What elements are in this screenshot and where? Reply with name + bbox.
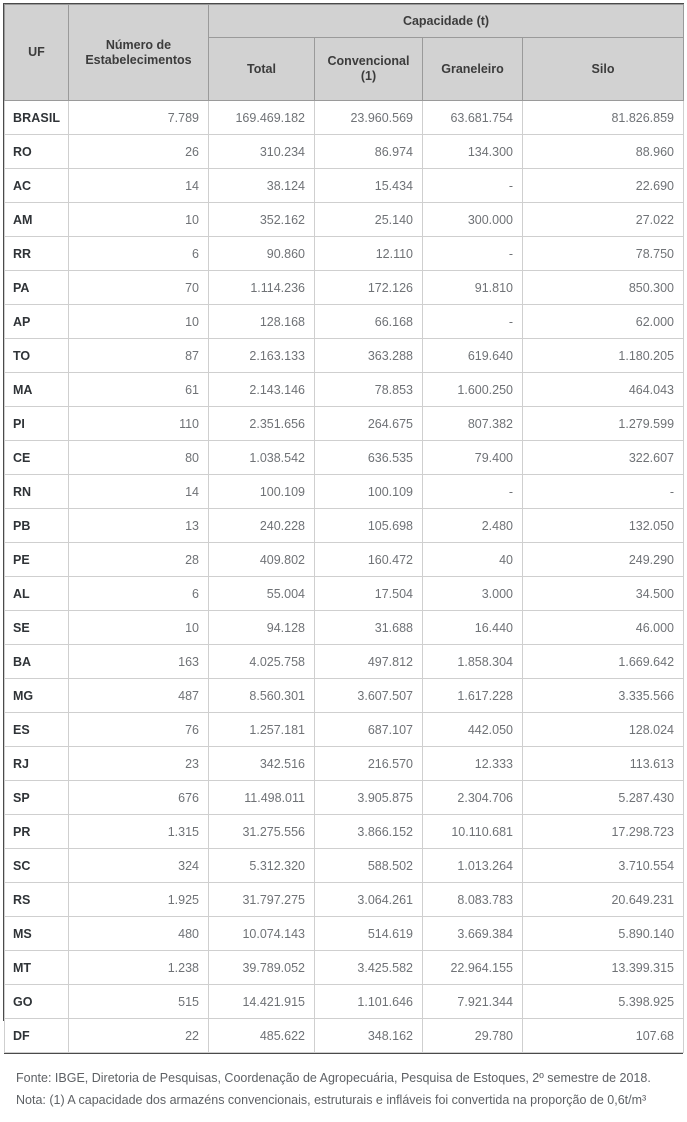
cell-graneleiro: 91.810 [423,271,523,305]
cell-graneleiro: 79.400 [423,441,523,475]
cell-uf: BA [5,645,69,679]
cell-convencional: 636.535 [315,441,423,475]
cell-silo: 5.287.430 [523,781,684,815]
cell-total: 94.128 [209,611,315,645]
cell-convencional: 363.288 [315,339,423,373]
cell-silo: 1.180.205 [523,339,684,373]
capacity-table [4,4,684,1053]
cell-silo: 17.298.723 [523,815,684,849]
cell-graneleiro: 63.681.754 [423,101,523,135]
cell-convencional: 100.109 [315,475,423,509]
cell-graneleiro: 2.304.706 [423,781,523,815]
cell-estabelecimentos: 487 [69,679,209,713]
table-row[interactable] [5,237,684,271]
cell-uf: SP [5,781,69,815]
cell-convencional: 348.162 [315,1019,423,1053]
column-header-silo[interactable]: Silo [523,38,684,101]
note-fonte: Fonte: IBGE, Diretoria de Pesquisas, Coordenação de Agropecuária, Pesquisa de Estoques, 2º semestre de 2018. [16,1071,651,1085]
cell-total: 352.162 [209,203,315,237]
table-row[interactable] [5,373,684,407]
cell-estabelecimentos: 22 [69,1019,209,1053]
cell-silo: 464.043 [523,373,684,407]
cell-silo: 132.050 [523,509,684,543]
cell-silo: - [523,475,684,509]
cell-silo: 107.68 [523,1019,684,1053]
column-header-graneleiro[interactable]: Graneleiro [423,38,523,101]
cell-total: 2.163.133 [209,339,315,373]
cell-graneleiro: 12.333 [423,747,523,781]
cell-estabelecimentos: 10 [69,611,209,645]
table-row[interactable] [5,645,684,679]
table-row[interactable] [5,271,684,305]
cell-estabelecimentos: 61 [69,373,209,407]
cell-total: 31.797.275 [209,883,315,917]
cell-total: 31.275.556 [209,815,315,849]
cell-estabelecimentos: 10 [69,305,209,339]
table-row[interactable] [5,475,684,509]
cell-convencional: 3.866.152 [315,815,423,849]
cell-uf: ES [5,713,69,747]
table-row[interactable] [5,305,684,339]
table-outline [3,3,684,1108]
table-row[interactable] [5,917,684,951]
table-row[interactable] [5,781,684,815]
table-row[interactable] [5,203,684,237]
cell-total: 2.351.656 [209,407,315,441]
cell-convencional: 216.570 [315,747,423,781]
cell-silo: 88.960 [523,135,684,169]
cell-estabelecimentos: 26 [69,135,209,169]
table-row[interactable] [5,747,684,781]
cell-total: 14.421.915 [209,985,315,1019]
cell-total: 90.860 [209,237,315,271]
table-row[interactable] [5,611,684,645]
cell-convencional: 497.812 [315,645,423,679]
cell-graneleiro: 300.000 [423,203,523,237]
cell-estabelecimentos: 1.315 [69,815,209,849]
cell-uf: GO [5,985,69,1019]
cell-silo: 249.290 [523,543,684,577]
cell-convencional: 23.960.569 [315,101,423,135]
column-header-convencional-footnote: (1) [360,69,377,83]
table-row[interactable] [5,101,684,135]
table-notes [4,1053,683,1122]
table-header [5,5,684,101]
cell-convencional: 12.110 [315,237,423,271]
cell-uf: SE [5,611,69,645]
cell-graneleiro: 40 [423,543,523,577]
table-body [5,101,684,1053]
column-header-capacidade: Capacidade (t) [209,5,684,38]
cell-uf: MG [5,679,69,713]
cell-total: 1.257.181 [209,713,315,747]
cell-estabelecimentos: 515 [69,985,209,1019]
cell-convencional: 3.064.261 [315,883,423,917]
table-row[interactable] [5,713,684,747]
cell-total: 1.038.542 [209,441,315,475]
cell-uf: AP [5,305,69,339]
table-row[interactable] [5,339,684,373]
table-row[interactable] [5,815,684,849]
cell-uf: BRASIL [5,101,69,135]
cell-uf: MA [5,373,69,407]
cell-estabelecimentos: 80 [69,441,209,475]
cell-convencional: 105.698 [315,509,423,543]
cell-graneleiro: 29.780 [423,1019,523,1053]
cell-total: 240.228 [209,509,315,543]
cell-silo: 3.335.566 [523,679,684,713]
cell-uf: AC [5,169,69,203]
cell-total: 2.143.146 [209,373,315,407]
cell-silo: 850.300 [523,271,684,305]
cell-convencional: 264.675 [315,407,423,441]
table-row[interactable] [5,679,684,713]
cell-silo: 5.890.140 [523,917,684,951]
table-row[interactable] [5,883,684,917]
column-header-uf[interactable]: UF [5,5,69,101]
cell-graneleiro: 1.600.250 [423,373,523,407]
table-row[interactable] [5,135,684,169]
cell-convencional: 687.107 [315,713,423,747]
cell-graneleiro: 3.000 [423,577,523,611]
cell-silo: 22.690 [523,169,684,203]
cell-silo: 27.022 [523,203,684,237]
cell-graneleiro: 134.300 [423,135,523,169]
cell-convencional: 3.425.582 [315,951,423,985]
table-row[interactable] [5,849,684,883]
cell-estabelecimentos: 14 [69,475,209,509]
cell-uf: PA [5,271,69,305]
column-header-convencional[interactable] [315,38,423,101]
cell-uf: CE [5,441,69,475]
table-row[interactable] [5,951,684,985]
cell-estabelecimentos: 6 [69,237,209,271]
cell-estabelecimentos: 676 [69,781,209,815]
cell-estabelecimentos: 6 [69,577,209,611]
table-row[interactable] [5,1019,684,1053]
cell-silo: 1.669.642 [523,645,684,679]
cell-total: 169.469.182 [209,101,315,135]
cell-total: 1.114.236 [209,271,315,305]
cell-graneleiro: 1.858.304 [423,645,523,679]
cell-total: 10.074.143 [209,917,315,951]
cell-estabelecimentos: 13 [69,509,209,543]
cell-convencional: 588.502 [315,849,423,883]
table-row[interactable] [5,577,684,611]
cell-convencional: 86.974 [315,135,423,169]
cell-total: 100.109 [209,475,315,509]
cell-graneleiro: 442.050 [423,713,523,747]
cell-silo: 78.750 [523,237,684,271]
cell-uf: RJ [5,747,69,781]
table-row[interactable] [5,407,684,441]
cell-total: 409.802 [209,543,315,577]
cell-uf: DF [5,1019,69,1053]
cell-uf: PR [5,815,69,849]
cell-uf: PB [5,509,69,543]
cell-graneleiro: - [423,475,523,509]
cell-uf: RN [5,475,69,509]
cell-silo: 3.710.554 [523,849,684,883]
cell-estabelecimentos: 76 [69,713,209,747]
cell-graneleiro: 2.480 [423,509,523,543]
cell-graneleiro: - [423,169,523,203]
table-row[interactable] [5,543,684,577]
cell-total: 38.124 [209,169,315,203]
cell-silo: 128.024 [523,713,684,747]
column-header-convencional-label: Convencional [327,54,410,69]
cell-silo: 81.826.859 [523,101,684,135]
cell-uf: AM [5,203,69,237]
cell-silo: 1.279.599 [523,407,684,441]
cell-uf: TO [5,339,69,373]
cell-silo: 13.399.315 [523,951,684,985]
header-row-top [5,5,684,38]
cell-silo: 46.000 [523,611,684,645]
cell-graneleiro: 3.669.384 [423,917,523,951]
cell-graneleiro: - [423,237,523,271]
cell-silo: 322.607 [523,441,684,475]
column-header-total[interactable]: Total [209,38,315,101]
cell-uf: RO [5,135,69,169]
cell-estabelecimentos: 70 [69,271,209,305]
cell-estabelecimentos: 87 [69,339,209,373]
cell-estabelecimentos: 28 [69,543,209,577]
cell-convencional: 31.688 [315,611,423,645]
cell-graneleiro: 16.440 [423,611,523,645]
cell-estabelecimentos: 480 [69,917,209,951]
cell-estabelecimentos: 23 [69,747,209,781]
table-row[interactable] [5,169,684,203]
cell-convencional: 3.607.507 [315,679,423,713]
cell-graneleiro: 619.640 [423,339,523,373]
cell-graneleiro: 22.964.155 [423,951,523,985]
cell-silo: 62.000 [523,305,684,339]
cell-total: 11.498.011 [209,781,315,815]
cell-total: 55.004 [209,577,315,611]
cell-convencional: 15.434 [315,169,423,203]
cell-graneleiro: 7.921.344 [423,985,523,1019]
cell-graneleiro: 8.083.783 [423,883,523,917]
cell-convencional: 66.168 [315,305,423,339]
cell-convencional: 160.472 [315,543,423,577]
cell-uf: PE [5,543,69,577]
cell-convencional: 78.853 [315,373,423,407]
cell-uf: SC [5,849,69,883]
cell-uf: MS [5,917,69,951]
cell-estabelecimentos: 10 [69,203,209,237]
cell-estabelecimentos: 1.925 [69,883,209,917]
cell-graneleiro: 1.013.264 [423,849,523,883]
cell-total: 342.516 [209,747,315,781]
cell-graneleiro: 807.382 [423,407,523,441]
cell-graneleiro: 1.617.228 [423,679,523,713]
table-row[interactable] [5,509,684,543]
cell-convencional: 3.905.875 [315,781,423,815]
cell-estabelecimentos: 1.238 [69,951,209,985]
cell-total: 39.789.052 [209,951,315,985]
cell-estabelecimentos: 7.789 [69,101,209,135]
column-header-estabelecimentos[interactable]: Número de Estabelecimentos [69,5,209,101]
cell-graneleiro: - [423,305,523,339]
cell-convencional: 172.126 [315,271,423,305]
cell-estabelecimentos: 324 [69,849,209,883]
note-nota: Nota: (1) A capacidade dos armazéns convencionais, estruturais e infláveis foi convertida na proporção de 0,6t/m³ [16,1093,647,1108]
cell-estabelecimentos: 14 [69,169,209,203]
cell-convencional: 1.101.646 [315,985,423,1019]
cell-silo: 20.649.231 [523,883,684,917]
table-row[interactable] [5,985,684,1019]
cell-uf: RR [5,237,69,271]
cell-total: 8.560.301 [209,679,315,713]
cell-silo: 113.613 [523,747,684,781]
cell-total: 5.312.320 [209,849,315,883]
cell-silo: 34.500 [523,577,684,611]
cell-total: 4.025.758 [209,645,315,679]
cell-total: 310.234 [209,135,315,169]
cell-convencional: 17.504 [315,577,423,611]
cell-uf: RS [5,883,69,917]
cell-estabelecimentos: 110 [69,407,209,441]
cell-total: 128.168 [209,305,315,339]
cell-graneleiro: 10.110.681 [423,815,523,849]
cell-total: 485.622 [209,1019,315,1053]
cell-convencional: 514.619 [315,917,423,951]
cell-uf: MT [5,951,69,985]
cell-silo: 5.398.925 [523,985,684,1019]
cell-convencional: 25.140 [315,203,423,237]
cell-uf: PI [5,407,69,441]
cell-estabelecimentos: 163 [69,645,209,679]
table-row[interactable] [5,441,684,475]
cell-uf: AL [5,577,69,611]
